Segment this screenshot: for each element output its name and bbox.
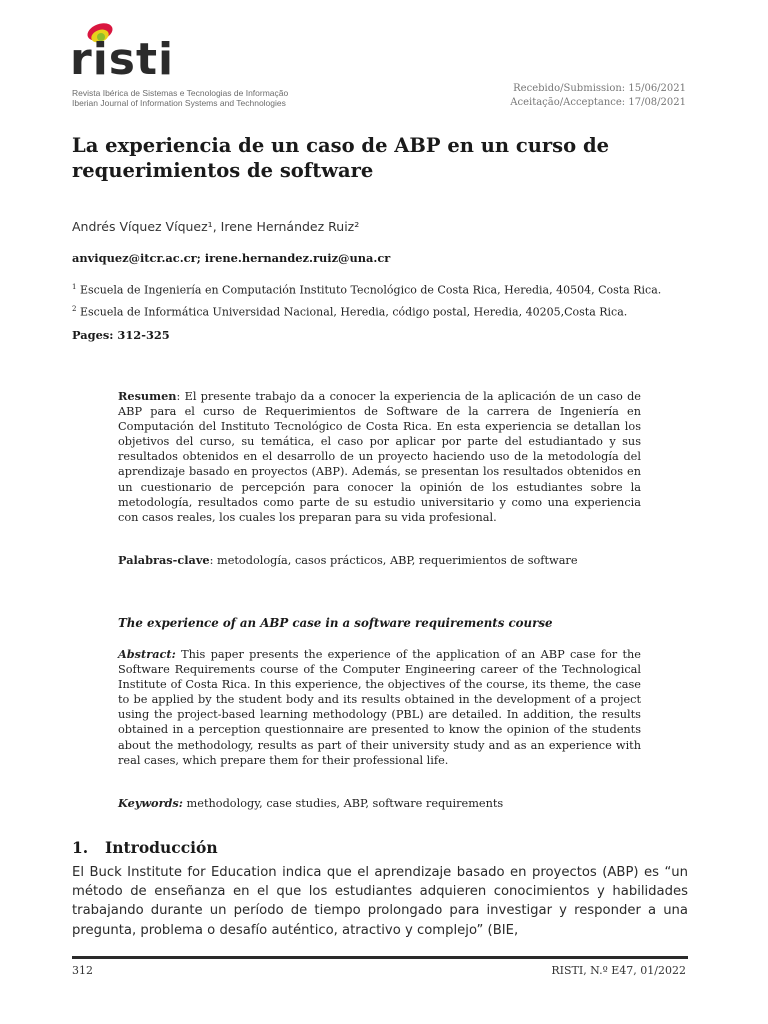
palabras-clave-label: Palabras-clave <box>118 553 210 567</box>
palabras-clave-text: : metodología, casos prácticos, ABP, requerimientos de software <box>209 554 578 567</box>
keywords-label: Keywords: <box>118 796 183 810</box>
author-emails: anviquez@itcr.ac.cr; irene.hernandez.ruiz@una.cr <box>72 251 391 265</box>
introduction-paragraph: El Buck Institute for Education indica que el aprendizaje basado en proyectos (ABP) es “un método de enseñanza en el que los estudiantes adquieren conocimientos y habilidades trabajando durante un período de tiempo prolongado para investigar y responder a una pregunta, problema o desafío auténtico, atractivo y complejo” (BIE, <box>72 865 688 938</box>
resumen-text: : El presente trabajo da a conocer la experiencia de la aplicación de un caso de ABP para el curso de Requerimientos de Software de la carrera de Ingeniería en Computación del Instituto Tecnológico de Costa Rica. En esta experiencia se detallan los objetivos del curso, su temática, el caso por aplicar por parte del estudiantado y sus resultados obtenidos en el desarrollo de un proyecto haciendo uso de la metodología del aprendizaje basado en proyectos (ABP). Además, se presentan los resultados obtenidos en un cuestionario de percepción para conocer la opinión de los estudiantes sobre la metodología, resultados como parte de su estudio universitario y como una experiencia con casos reales, los cuales los preparan para su vida profesional. <box>118 390 641 524</box>
journal-reference: RISTI, N.º E47, 01/2022 <box>551 964 686 977</box>
section-number: 1. <box>72 838 89 857</box>
affiliation-2 <box>72 305 627 319</box>
affiliation-1-number: 1 <box>72 283 77 291</box>
abstract-block <box>118 647 641 768</box>
abstract-label: Abstract: <box>118 647 176 661</box>
resumen-block <box>118 389 641 525</box>
footer-divider <box>72 956 688 959</box>
section-heading <box>72 838 218 857</box>
page-number: 312 <box>72 964 93 977</box>
affiliation-2-text: Escuela de Informática Universidad Nacional, Heredia, código postal, Heredia, 40205,Costa Rica. <box>79 305 628 319</box>
english-title: The experience of an ABP case in a software requirements course <box>118 616 553 630</box>
section-title: Introducción <box>105 838 218 857</box>
page-range: Pages: 312-325 <box>72 328 170 342</box>
paper-title: La experiencia de un caso de ABP en un curso de requerimientos de software <box>72 134 609 182</box>
acceptance-date: Aceitação/Acceptance: 17/08/2021 <box>510 97 686 108</box>
paper-authors: Andrés Víquez Víquez¹, Irene Hernández Ruiz² <box>72 219 360 234</box>
abstract-text: This paper presents the experience of the application of an ABP case for the Software Requirements course of the Computer Engineering career of the Technological Institute of Costa Rica. In this experience, the objectives of the course, its theme, the case to be applied by the student body and its results obtained in the development of a project using the project-based learning methodology (PBL) are detailed. In addition, the results obtained in a perception questionnaire are presented to know the opinion of the students about the methodology, results as part of their university study and as an experience with real cases, which prepare them for their professional life. <box>118 648 641 767</box>
affiliation-1-text: Escuela de Ingeniería en Computación Instituto Tecnológico de Costa Rica, Heredia, 40504, Costa Rica. <box>79 283 662 297</box>
submission-date: Recebido/Submission: 15/06/2021 <box>513 83 686 94</box>
affiliation-2-number: 2 <box>72 305 77 313</box>
journal-name-en: Iberian Journal of Information Systems and Technologies <box>72 98 286 108</box>
affiliation-1 <box>72 283 661 297</box>
keywords <box>118 796 641 811</box>
palabras-clave <box>118 553 641 568</box>
logo-wordmark: risti <box>70 34 175 85</box>
journal-name-pt: Revista Ibérica de Sistemas e Tecnologias de Informação <box>72 88 289 98</box>
keywords-text: methodology, case studies, ABP, software requirements <box>182 797 504 810</box>
resumen-label: Resumen <box>118 389 177 403</box>
